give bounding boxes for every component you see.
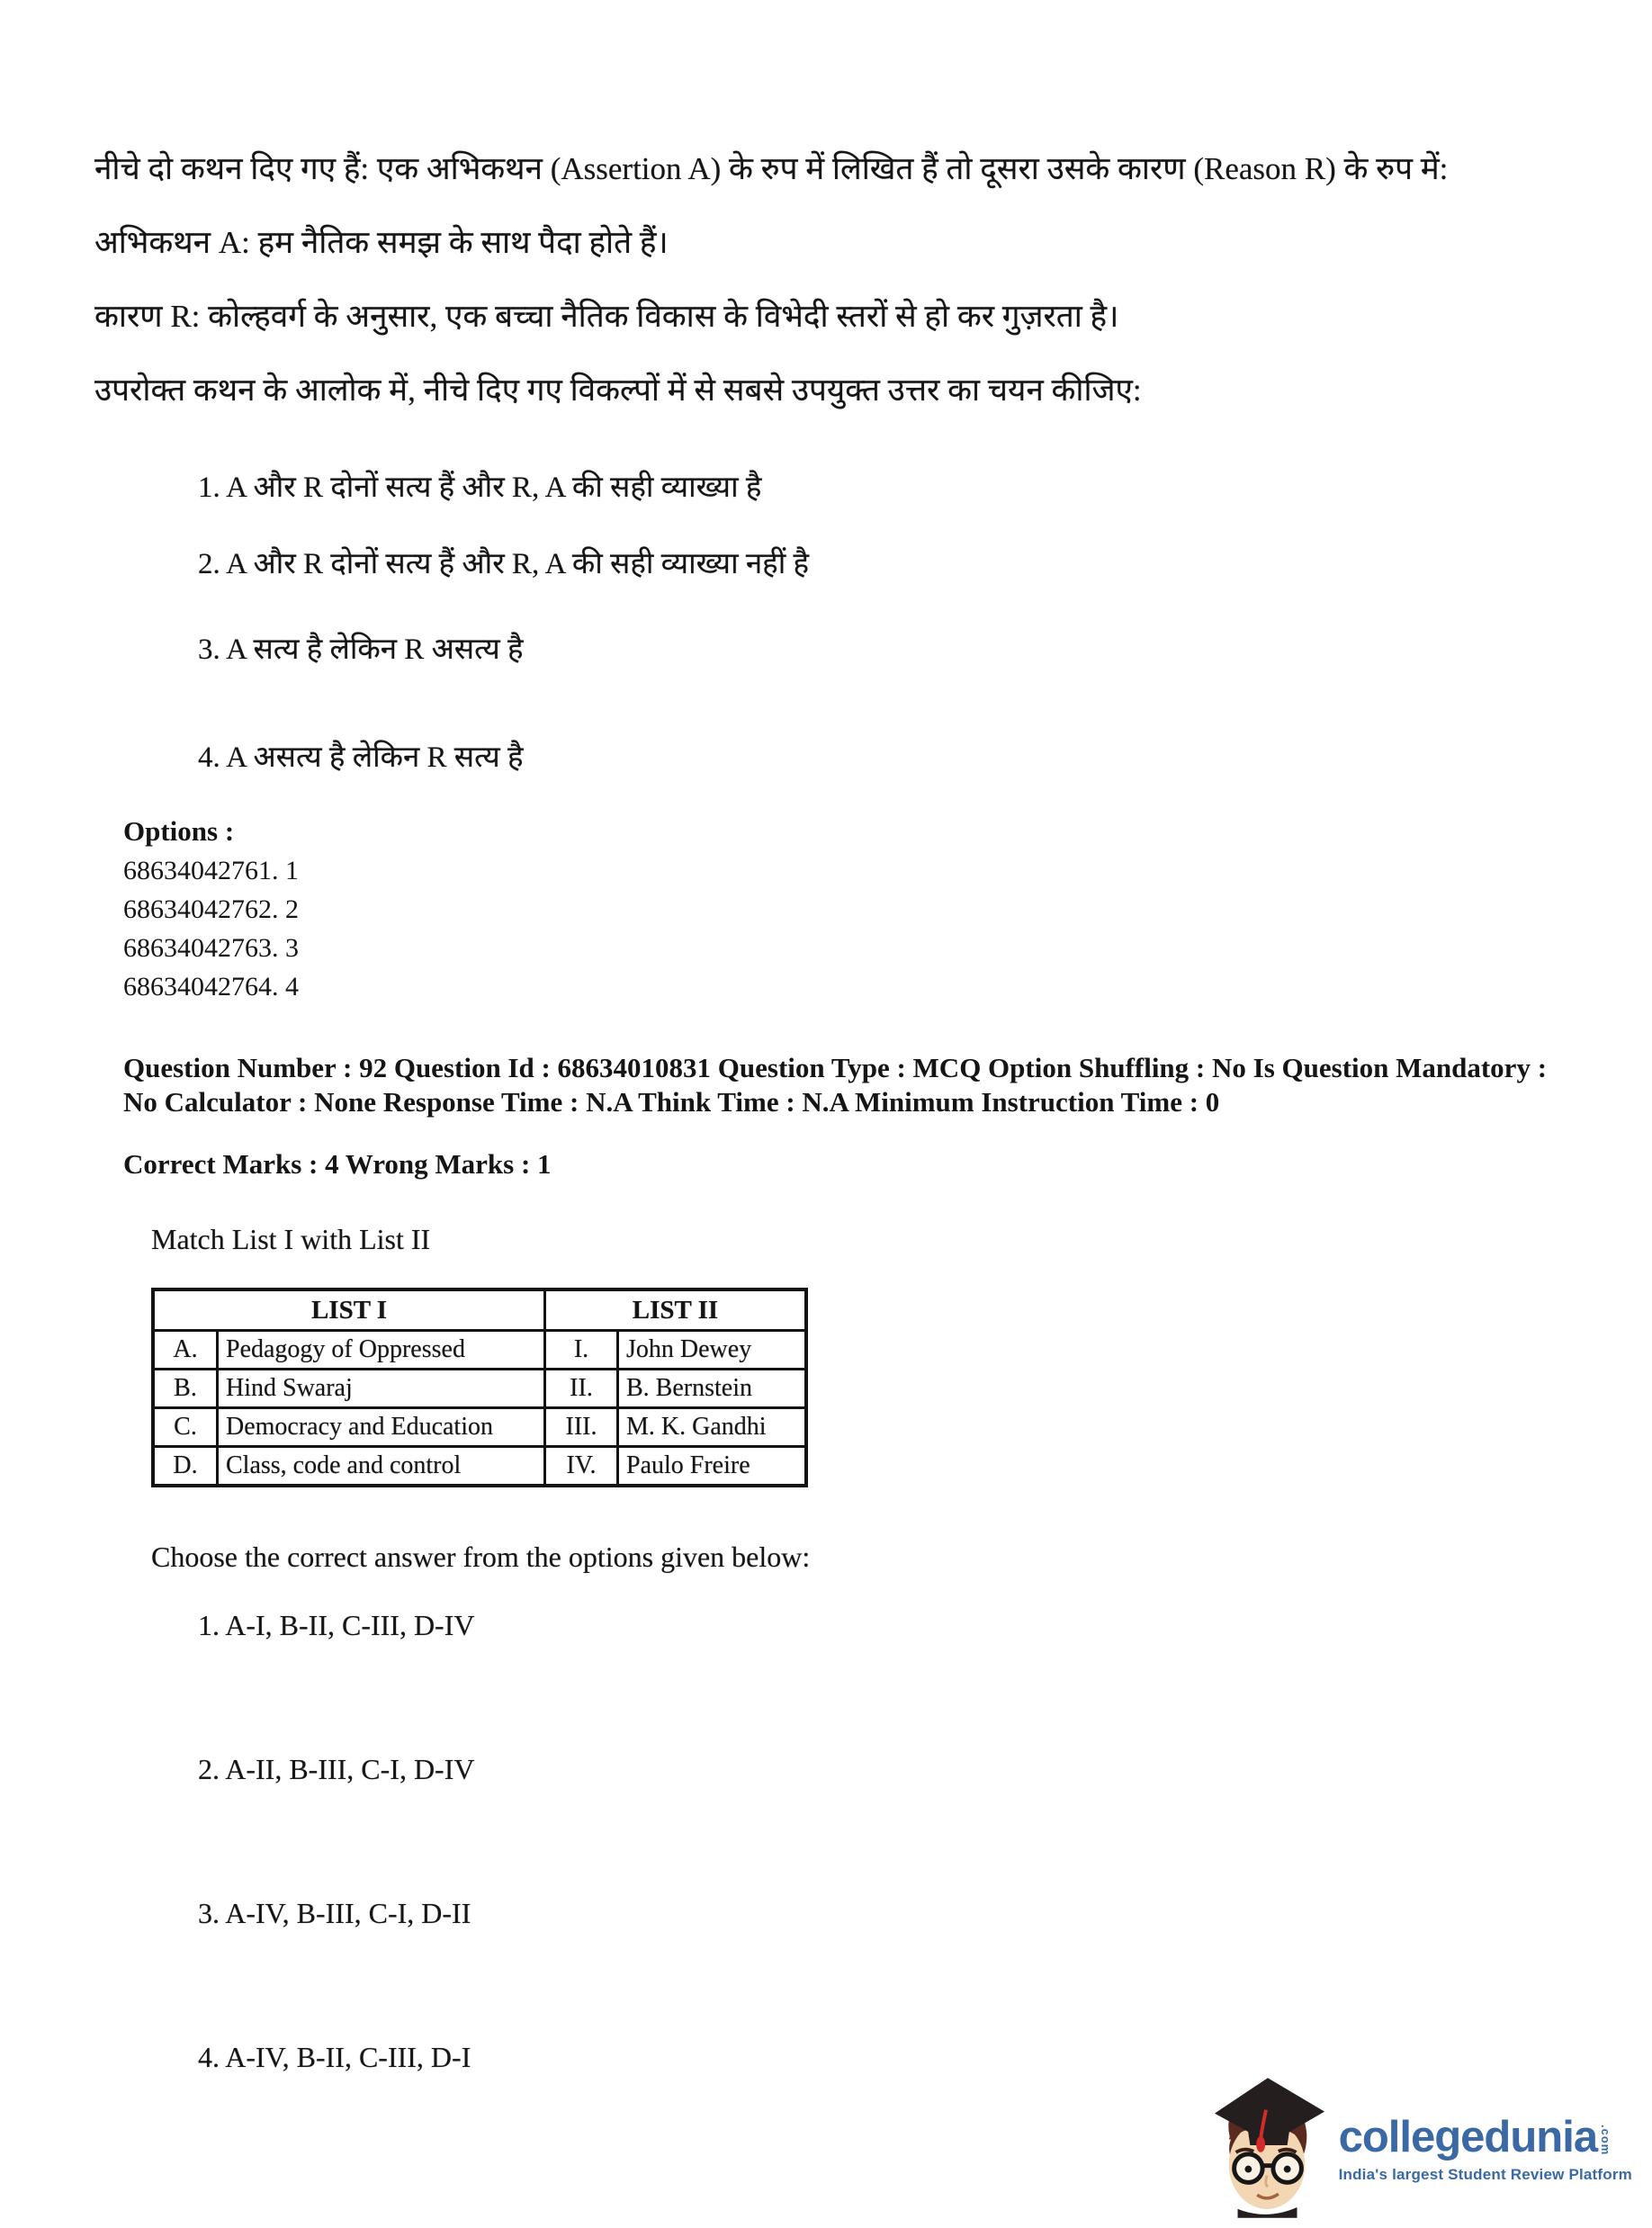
brand-row (1338, 2112, 1632, 2161)
match-list-heading: Match List I with List II (151, 1223, 431, 1255)
row-d-person-cell: Paulo Freire (618, 1447, 807, 1487)
match-option-3: 3. A-IV, B-III, C-I, D-II (198, 1897, 471, 1929)
row-c-key-cell: C. (153, 1408, 218, 1447)
row-d-work-cell: Class, code and control (218, 1447, 545, 1487)
row-b-key-cell: B. (153, 1370, 218, 1408)
option-id-1: 68634042761. 1 (123, 856, 299, 885)
row-c-work-cell: Democracy and Education (218, 1408, 545, 1447)
logo-text-block (1338, 2112, 1632, 2184)
table-row (153, 1447, 806, 1487)
option-id-4: 68634042764. 4 (123, 972, 299, 1002)
options-heading: Options : (123, 815, 235, 847)
row-b-person-cell: B. Bernstein (618, 1370, 807, 1408)
row-b-work-cell: Hind Swaraj (218, 1370, 545, 1408)
answer-instruction-text: उपरोक्त कथन के आलोक में, नीचे दिए गए विकल्पों में से सबसे उपयुक्त उत्तर का चयन कीजिए: (94, 373, 1142, 408)
marks-text: Correct Marks : 4 Wrong Marks : 1 (123, 1148, 552, 1180)
row-a-work-cell: Pedagogy of Oppressed (218, 1331, 545, 1370)
question-intro-text: नीचे दो कथन दिए गए हैं: एक अभिकथन (Assertion A) के रुप में लिखित हैं तो दूसरा उसके कारण (Reason R) के रुप में: (94, 151, 1449, 186)
question-91-options (94, 461, 1575, 785)
brand-name: collegedunia (1338, 2112, 1598, 2161)
match-list-table (151, 1288, 808, 1487)
match-option-2: 2. A-II, B-III, C-I, D-IV (198, 1753, 475, 1785)
question-metadata-text: Question Number : 92 Question Id : 68634010831 Question Type : MCQ Option Shuffling : No Is Question Mandatory : No Calculator : None Response Time : N.A Think Time : N.A Minimum Instruction Time : 0 (123, 1052, 1548, 1118)
collegedunia-mascot-icon (1211, 2076, 1326, 2223)
hindi-option-2: 2. A और R दोनों सत्य हैं और R, A की सही व्याख्या नहीं है (198, 548, 810, 580)
reason-text: कारण R: कोल्हवर्ग के अनुसार, एक बच्चा नैतिक विकास के विभेदी स्तरों से हो कर गुज़रता है। (94, 299, 1119, 334)
row-d-num-cell: IV. (545, 1447, 618, 1487)
question-91-block (94, 142, 1575, 1006)
row-b-num-cell: II. (545, 1370, 618, 1408)
question-92-options (94, 1605, 1575, 2077)
hindi-option-3: 3. A सत्य है लेकिन R असत्य है (198, 633, 524, 666)
hindi-option-4: 4. A असत्य है लेकिन R सत्य है (198, 741, 524, 774)
table-row (153, 1331, 806, 1370)
assertion-text: अभिकथन A: हम नैतिक समझ के साथ पैदा होते हैं। (94, 225, 669, 260)
option-id-3: 68634042763. 3 (123, 933, 299, 963)
list2-header-cell: LIST II (545, 1289, 807, 1331)
row-d-key-cell: D. (153, 1447, 218, 1487)
choose-answer-heading: Choose the correct answer from the options given below: (151, 1541, 811, 1573)
option-id-2: 68634042762. 2 (123, 894, 299, 924)
row-a-num-cell: I. (545, 1331, 618, 1370)
option-id-list (123, 851, 1575, 1006)
row-c-num-cell: III. (545, 1408, 618, 1447)
table-row (153, 1370, 806, 1408)
match-option-1: 1. A-I, B-II, C-III, D-IV (198, 1609, 475, 1641)
page-content (94, 142, 1575, 2077)
brand-tagline: India's largest Student Review Platform (1338, 2165, 1632, 2183)
row-a-key-cell: A. (153, 1331, 218, 1370)
table-header-row (153, 1289, 806, 1331)
list1-header-cell: LIST I (153, 1289, 545, 1331)
match-option-4: 4. A-IV, B-II, C-III, D-I (198, 2041, 471, 2073)
row-a-person-cell: John Dewey (618, 1331, 807, 1370)
table-row (153, 1408, 806, 1447)
collegedunia-logo (1211, 2076, 1632, 2223)
question-92-block (94, 1051, 1575, 2077)
row-c-person-cell: M. K. Gandhi (618, 1408, 807, 1447)
hindi-option-1: 1. A और R दोनों सत्य हैं और R, A की सही व्याख्या है (198, 472, 762, 504)
brand-tld: .com (1599, 2125, 1613, 2156)
